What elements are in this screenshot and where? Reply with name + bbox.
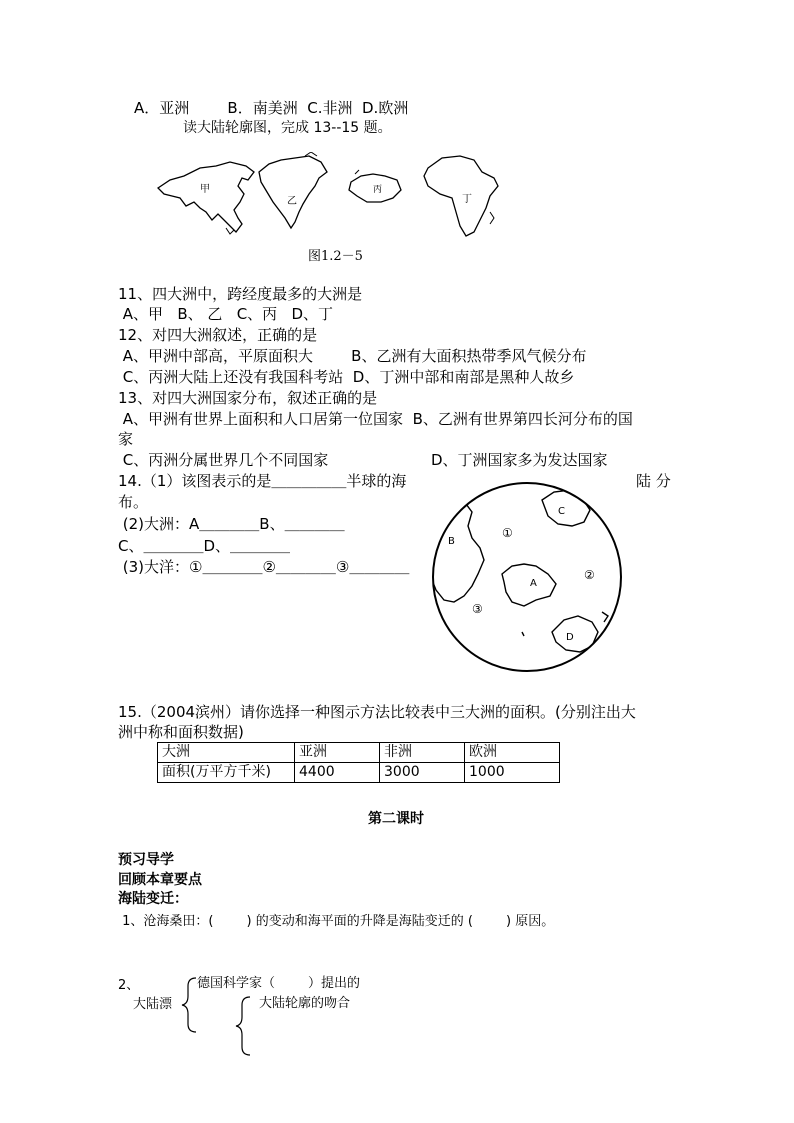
label-bing: 丙 — [373, 185, 383, 195]
label-yi: 乙 — [287, 196, 297, 207]
q14-line1a: 14.（1）该图表示的是＿＿＿＿＿半球的海 — [118, 472, 407, 490]
heading-preview: 预习导学 — [118, 852, 174, 868]
q12-line1: A、甲洲中部高，平原面积大 B、乙洲有大面积热带季风气候分布 — [118, 347, 587, 365]
antarctica-map — [345, 168, 405, 208]
ocean-label-2: ② — [584, 568, 595, 582]
label-jia: 甲 — [200, 184, 210, 195]
q13-stem: 13、对四大洲国家分布，叙述正确的是 — [118, 389, 378, 407]
q14-line3: (2)大洲：A＿＿＿＿B、＿＿＿＿ — [118, 515, 345, 533]
heading-sea-land: 海陆变迁： — [118, 891, 188, 907]
item-2-branch-1: 德国科学家（ ）提出的 — [197, 976, 361, 991]
hemi-label-c: C — [558, 506, 565, 517]
table-header: 大洲 — [158, 743, 295, 763]
hemi-label-b: B — [448, 536, 455, 547]
table-header-row — [158, 743, 560, 763]
q13-line2a: C、丙洲分属世界几个不同国家 — [118, 451, 329, 469]
section-title: 第二课时 — [368, 811, 424, 827]
hemi-label-a: A — [530, 578, 537, 589]
table-header: 非洲 — [380, 743, 465, 763]
north-america-map — [255, 152, 335, 242]
item-1: 1、沧海桑田：( ) 的变动和海平面的升降是海陆变迁的 ( ) 原因。 — [118, 914, 555, 929]
q13-line1: A、甲洲有世界上面积和人口居第一位国家 B、乙洲有世界第四长河分布的国 — [118, 410, 633, 428]
hemisphere-map — [432, 482, 622, 672]
left-brace-1 — [178, 976, 202, 1034]
item-2-number: 2、 — [118, 978, 140, 993]
table-cell: 3000 — [380, 763, 465, 783]
hemi-label-d: D — [566, 632, 574, 643]
q14-line1b: 陆 分 — [636, 472, 671, 490]
q15-line1: 15.（2004滨州）请你选择一种图示方法比较表中三大洲的面积。(分别注出大 — [118, 703, 636, 721]
q15-line2: 洲中称和面积数据) — [118, 723, 244, 741]
table-row — [158, 763, 560, 783]
ocean-label-1: ① — [502, 526, 513, 540]
q12-line2: C、丙洲大陆上还没有我国科考站 D、丁洲中部和南部是黑种人故乡 — [118, 368, 575, 386]
top-options: A．亚洲 B．南美洲 C.非洲 D.欧洲 — [134, 99, 409, 117]
map-intro: 读大陆轮廓图，完成 13--15 题。 — [183, 120, 392, 136]
q14-line2: 布。 — [118, 493, 149, 511]
table-header: 欧洲 — [465, 743, 560, 763]
q11-stem: 11、四大洲中，跨经度最多的大洲是 — [118, 285, 363, 303]
asia-map — [150, 150, 260, 240]
item-2-left: 大陆漂 — [133, 997, 173, 1012]
q14-line4: C、＿＿＿＿D、＿＿＿＿ — [118, 537, 291, 555]
figure-caption: 图1.2－5 — [308, 249, 363, 264]
item-2-branch-2: 大陆轮廓的吻合 — [259, 996, 351, 1011]
q13-line1b: 家 — [118, 430, 134, 448]
q13-line2b: D、丁洲国家多为发达国家 — [431, 451, 608, 469]
table-header: 亚洲 — [295, 743, 380, 763]
table-cell: 4400 — [295, 763, 380, 783]
continent-area-table — [157, 742, 560, 783]
ocean-label-3: ③ — [472, 602, 483, 616]
heading-review: 回顾本章要点 — [118, 872, 202, 888]
table-cell: 面积(万平方千米) — [158, 763, 295, 783]
q11-options: A、甲 B、 乙 C、丙 D、丁 — [118, 305, 334, 323]
q12-stem: 12、对四大洲叙述，正确的是 — [118, 326, 318, 344]
label-ding: 丁 — [462, 194, 472, 205]
q14-line5: (3)大洋：①＿＿＿＿②＿＿＿＿③＿＿＿＿ — [118, 558, 410, 576]
africa-map — [420, 152, 505, 242]
table-cell: 1000 — [465, 763, 560, 783]
left-brace-2 — [232, 995, 254, 1057]
